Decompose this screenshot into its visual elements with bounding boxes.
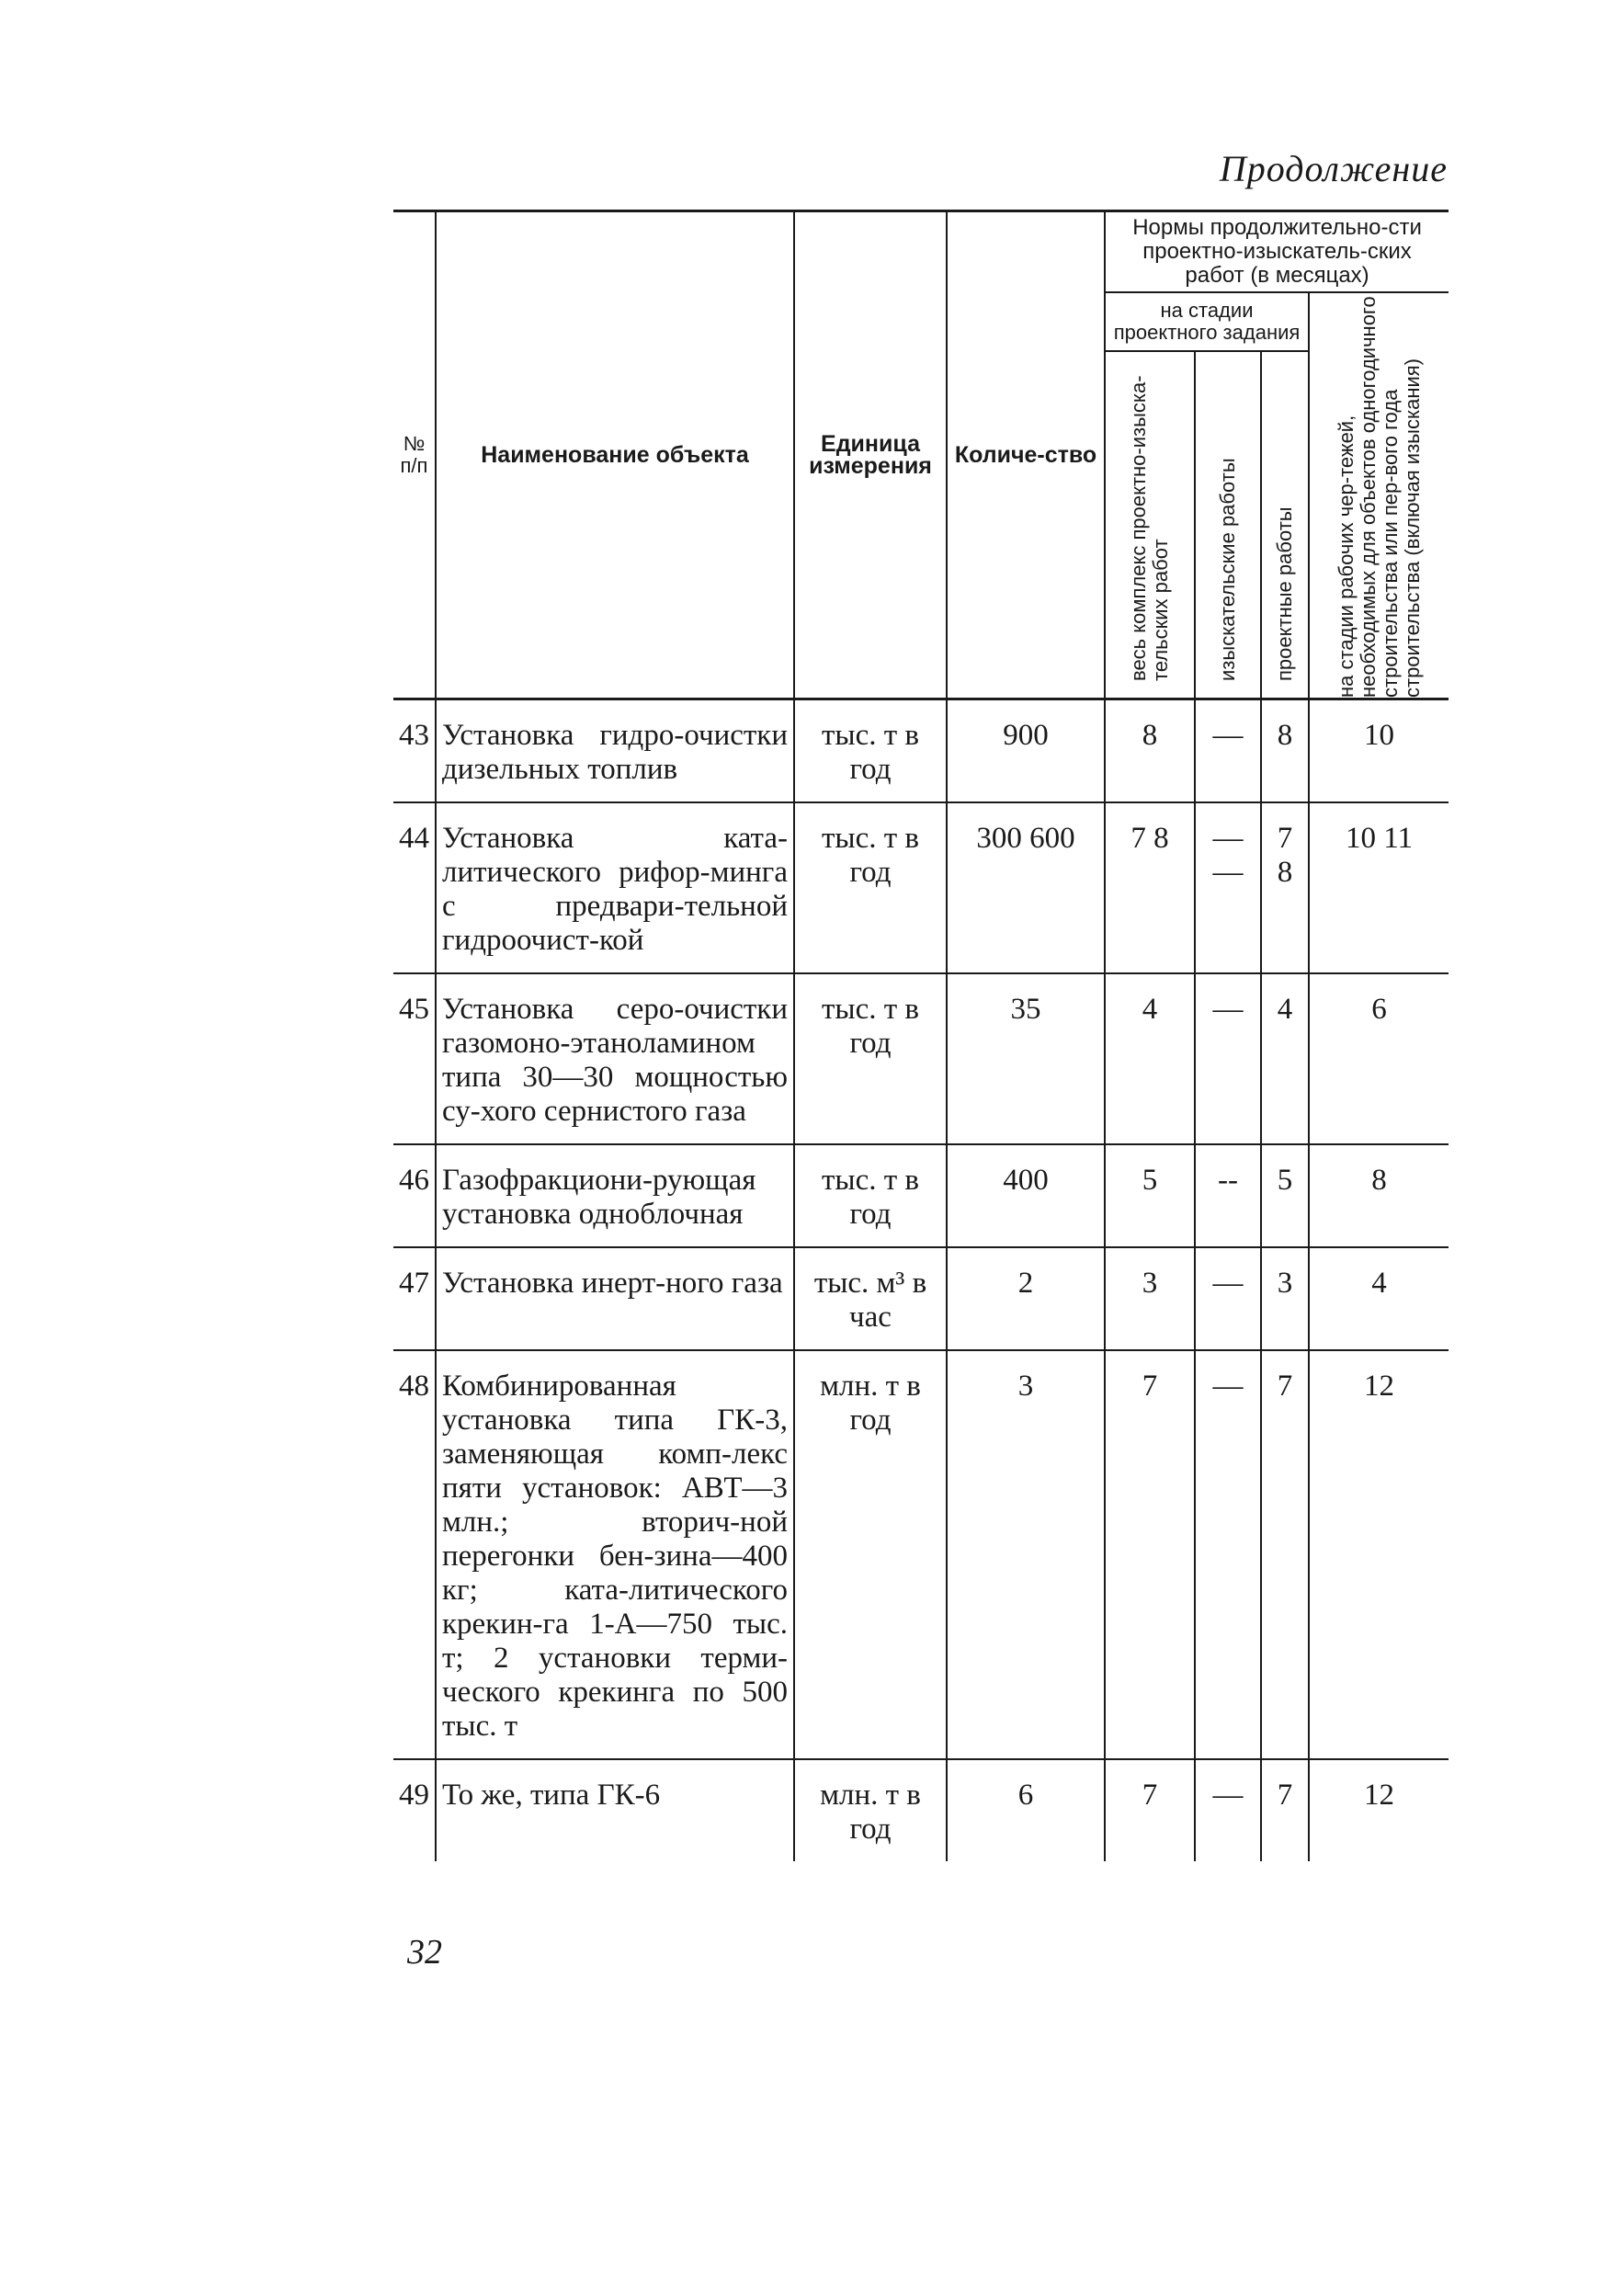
row-unit: тыс. т в год	[794, 1144, 947, 1247]
row-design: 8	[1261, 699, 1309, 803]
row-complex: 5	[1105, 1144, 1195, 1247]
row-quantity: 6	[947, 1759, 1105, 1861]
table-row	[393, 1144, 1449, 1247]
row-quantity: 2	[947, 1247, 1105, 1350]
row-survey: —	[1195, 973, 1261, 1144]
table-row	[393, 1759, 1449, 1861]
row-working: 8	[1309, 1144, 1449, 1247]
row-working: 12	[1309, 1350, 1449, 1759]
header-unit: Единица измерения	[794, 211, 947, 699]
table-row	[393, 1350, 1449, 1759]
row-unit: тыс. т в год	[794, 802, 947, 973]
header-survey	[1195, 351, 1261, 699]
row-complex: 7	[1105, 1759, 1195, 1861]
header-design-stage: на стадии проектного задания	[1105, 292, 1309, 351]
header-norms-group: Нормы продолжительно-сти проектно-изыскатель-ских работ (в месяцах)	[1105, 211, 1449, 293]
header-survey-text: изыскательские работы	[1216, 458, 1239, 682]
row-design: 7	[1261, 1759, 1309, 1861]
row-quantity: 35	[947, 973, 1105, 1144]
row-quantity: 400	[947, 1144, 1105, 1247]
row-unit: млн. т в год	[794, 1759, 947, 1861]
row-name: Установка инерт-ного газа	[436, 1247, 794, 1350]
header-complex	[1105, 351, 1195, 699]
row-unit: тыс. т в год	[794, 699, 947, 803]
row-survey: --	[1195, 1144, 1261, 1247]
row-unit: млн. т в год	[794, 1350, 947, 1759]
row-num: 48	[393, 1350, 436, 1759]
row-quantity: 900	[947, 699, 1105, 803]
row-num: 43	[393, 699, 436, 803]
row-complex: 3	[1105, 1247, 1195, 1350]
row-quantity: 300 600	[947, 802, 1105, 973]
row-num: 45	[393, 973, 436, 1144]
row-name: Установка ката-литического рифор-минга с предвари-тельной гидроочист-кой	[436, 802, 794, 973]
header-design-text: проектные работы	[1273, 506, 1296, 682]
row-survey: —	[1195, 1759, 1261, 1861]
row-design: 5	[1261, 1144, 1309, 1247]
row-num: 44	[393, 802, 436, 973]
row-working: 10	[1309, 699, 1449, 803]
table-row	[393, 973, 1449, 1144]
row-unit: тыс. т в год	[794, 973, 947, 1144]
row-name: Газофракциони-рующая установка одноблочная	[436, 1144, 794, 1247]
row-name: То же, типа ГК-6	[436, 1759, 794, 1861]
row-complex: 8	[1105, 699, 1195, 803]
row-num: 46	[393, 1144, 436, 1247]
row-design: 4	[1261, 973, 1309, 1144]
row-working: 6	[1309, 973, 1449, 1144]
table-row	[393, 1247, 1449, 1350]
continuation-label: Продолжение	[1219, 148, 1448, 189]
row-quantity: 3	[947, 1350, 1105, 1759]
row-num: 49	[393, 1759, 436, 1861]
header-name: Наименование объекта	[436, 211, 794, 699]
row-survey: —	[1195, 1247, 1261, 1350]
row-working: 4	[1309, 1247, 1449, 1350]
row-survey: — —	[1195, 802, 1261, 973]
norms-table	[393, 210, 1449, 1861]
header-complex-text: весь комплекс проектно-изыска-тельских работ	[1127, 375, 1172, 682]
row-num: 47	[393, 1247, 436, 1350]
page-number: 32	[407, 1933, 442, 1972]
table-row	[393, 802, 1449, 973]
row-name: Установка серо-очистки газомоно-этаноламином типа 30—30 мощностью су-хого сернистого газа	[436, 973, 794, 1144]
row-complex: 7	[1105, 1350, 1195, 1759]
header-working-drawings	[1309, 292, 1449, 699]
row-name: Комбинированная установка типа ГК-3, заменяющая комп-лекс пяти установок: АВТ—3 млн.; вторич-ной перегонки бен-зина—400 кг; ката-литического крекин-га 1-А—750 тыс. т; 2 установки терми-ческого крекинга по 500 тыс. т	[436, 1350, 794, 1759]
row-working: 10 11	[1309, 802, 1449, 973]
header-working-drawings-text: на стадии рабочих чер-тежей, необходимых для объектов одногодичного строительства или пер-вого года строительства (включая изыскания)	[1334, 296, 1424, 698]
row-complex: 7 8	[1105, 802, 1195, 973]
row-design: 7	[1261, 1350, 1309, 1759]
row-survey: —	[1195, 699, 1261, 803]
row-complex: 4	[1105, 973, 1195, 1144]
row-survey: —	[1195, 1350, 1261, 1759]
row-unit: тыс. м³ в час	[794, 1247, 947, 1350]
table-row	[393, 699, 1449, 803]
header-design	[1261, 351, 1309, 699]
row-name: Установка гидро-очистки дизельных топлив	[436, 699, 794, 803]
header-quantity: Количе-ство	[947, 211, 1105, 699]
row-design: 7 8	[1261, 802, 1309, 973]
header-num: № п/п	[393, 211, 436, 699]
row-design: 3	[1261, 1247, 1309, 1350]
row-working: 12	[1309, 1759, 1449, 1861]
